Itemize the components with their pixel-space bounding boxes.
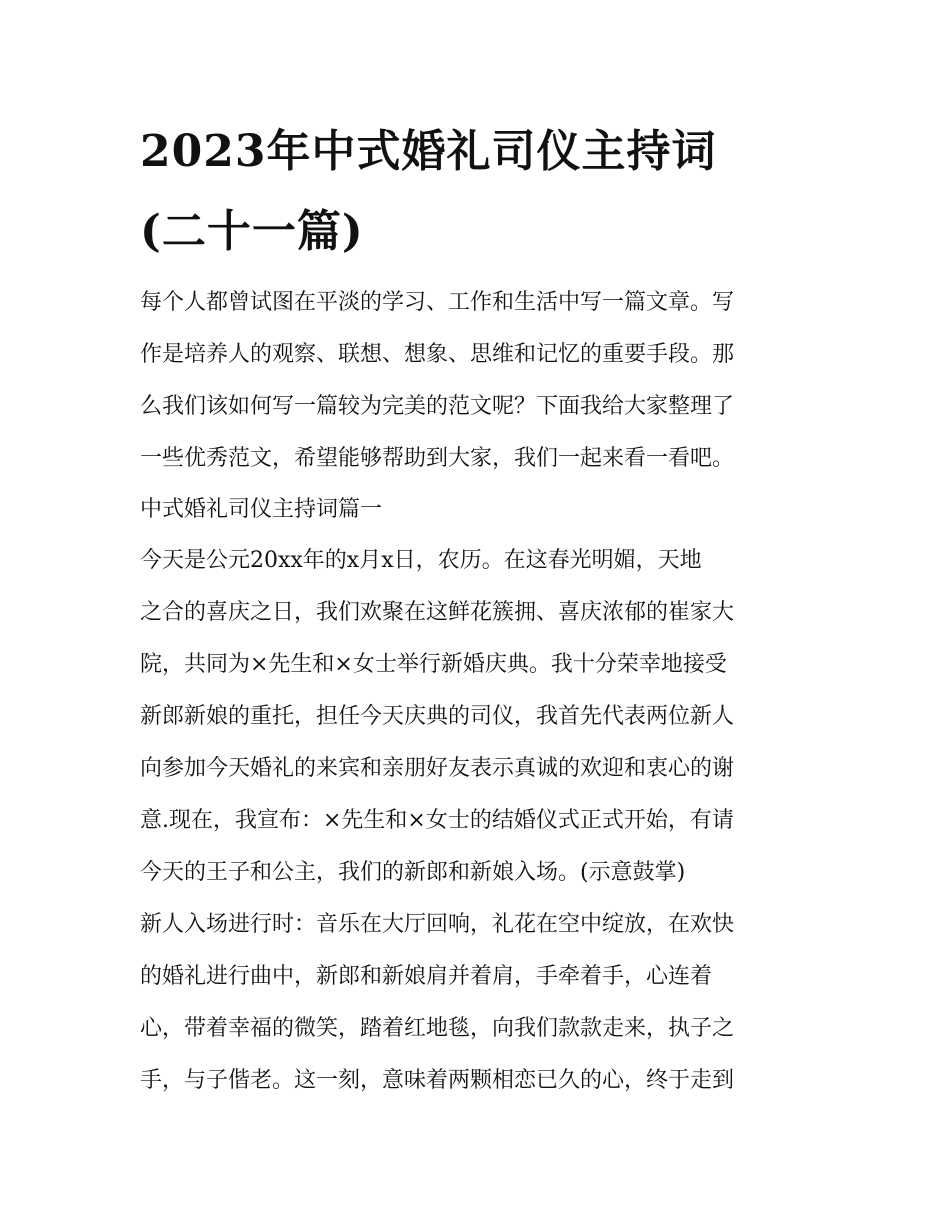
page-title	[140, 112, 830, 272]
paragraph-line: 新人入场进行时：音乐在大厅回响，礼花在空中绽放，在欢快	[140, 912, 735, 937]
intro-line: 作是培养人的观察、联想、想象、思维和记忆的重要手段。那	[140, 342, 735, 367]
section-heading: 中式婚礼司仪主持词篇一	[140, 497, 383, 522]
paragraph-line: 今天的王子和公主，我们的新郎和新娘入场。(示意鼓掌)	[140, 860, 686, 885]
title-line-2: (二十一篇)	[140, 206, 364, 257]
paragraph-line: 的婚礼进行曲中，新郎和新娘肩并着肩，手牵着手，心连着	[140, 964, 713, 989]
paragraph-line: 院，共同为×先生和×女士举行新婚庆典。我十分荣幸地接受	[140, 652, 727, 677]
paragraph-line: 心，带着幸福的微笑，踏着红地毯，向我们款款走来，执子之	[140, 1016, 735, 1041]
paragraph-line: 手，与子偕老。这一刻，意味着两颗相恋已久的心，终于走到	[140, 1068, 735, 1093]
intro-line: 每个人都曾试图在平淡的学习、工作和生活中写一篇文章。写	[140, 290, 735, 315]
paragraph-line: 之合的喜庆之日，我们欢聚在这鲜花簇拥、喜庆浓郁的崔家大	[140, 600, 735, 625]
intro-line: 一些优秀范文，希望能够帮助到大家，我们一起来看一看吧。	[140, 446, 735, 471]
paragraph-line: 今天是公元20xx年的x月x日，农历。在这春光明媚，天地	[140, 548, 702, 573]
document-body	[140, 277, 830, 1107]
intro-line: 么我们该如何写一篇较为完美的范文呢？下面我给大家整理了	[140, 394, 735, 419]
paragraph-line: 新郎新娘的重托，担任今天庆典的司仪，我首先代表两位新人	[140, 704, 735, 729]
paragraph-line: 意.现在，我宣布：×先生和×女士的结婚仪式正式开始，有请	[140, 808, 734, 833]
paragraph-line: 向参加今天婚礼的来宾和亲朋好友表示真诚的欢迎和衷心的谢	[140, 756, 735, 781]
title-line-1: 2023年中式婚礼司仪主持词	[140, 126, 717, 177]
